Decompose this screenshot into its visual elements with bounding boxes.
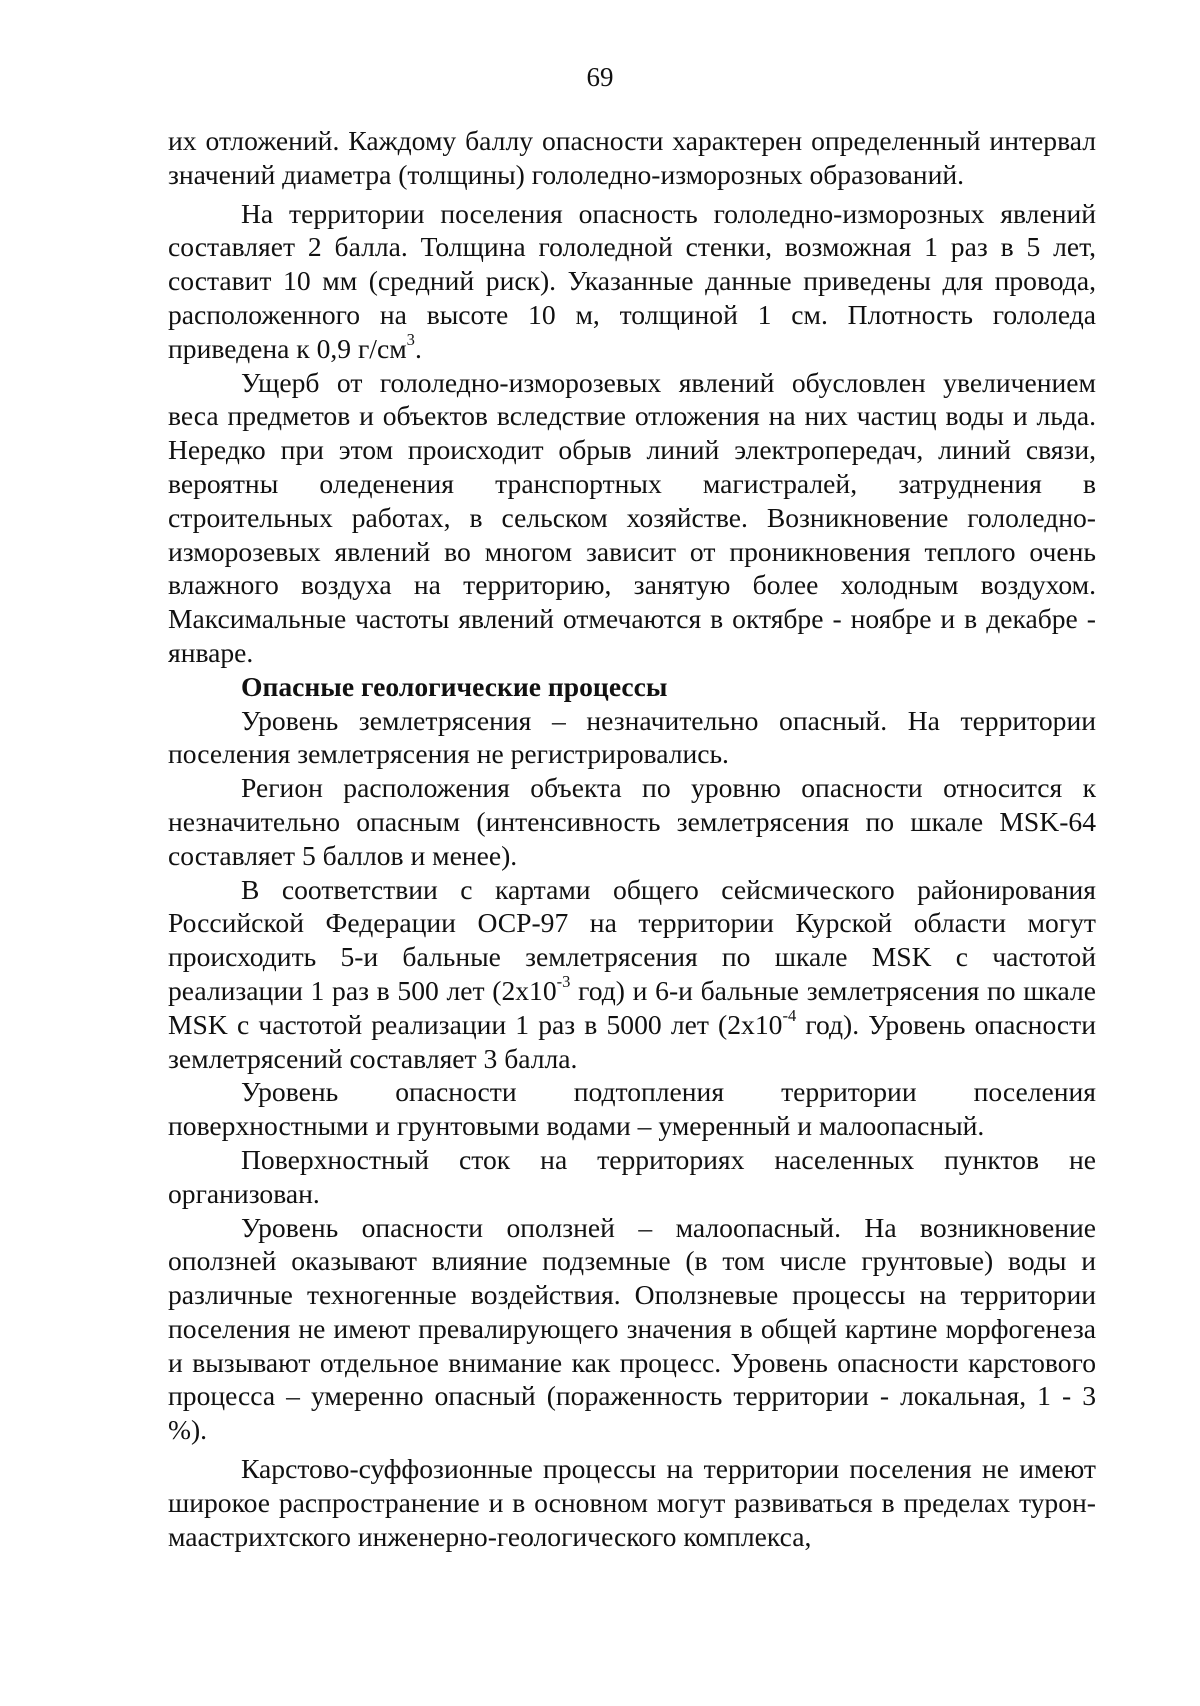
paragraph-10: Карстово-суффозионные процессы на территории поселения не имеют широкое распространение и в основном могут развиваться в пределах турон-маастрихтского инженерно-геологического комплекса, xyxy=(168,1453,1096,1552)
paragraph-7: Уровень опасности подтопления территории поселения поверхностными и грунтовыми водами – умеренный и малоопасный. xyxy=(168,1076,1096,1142)
paragraph-2-text: На территории поселения опасность гололедно-изморозных явлений составляет 2 балла. Толщина гололедной стенки, возможная 1 раз в 5 лет, составит 10 мм (средний риск). Указанные данные приведены для провода, расположенного на высоте 10 м, толщиной 1 см. Плотность гололеда приведена к 0,9 г/см xyxy=(168,197,1096,364)
superscript-cube: 3 xyxy=(406,330,415,350)
paragraph-3: Ущерб от гололедно-изморозевых явлений обусловлен увеличением веса предметов и объектов вследствие отложения на них частиц воды и льда. Нередко при этом происходит обрыв линий электропередач, линий связи, вероятны оледенения транспортных магистралей, затруднения в строительных работах, в сельском хозяйстве. Возникновение гололедно-изморозевых явлений во многом зависит от проникновения теплого очень влажного воздуха на территорию, занятую более холодным воздухом. Максимальные частоты явлений отмечаются в октябре - ноябре и в декабре - январе. xyxy=(168,366,1096,668)
page-number: 69 xyxy=(586,62,614,92)
section-heading: Опасные геологические процессы xyxy=(241,670,668,702)
paragraph-6 xyxy=(168,873,1096,1076)
paragraph-2 xyxy=(168,197,1096,366)
paragraph-8: Поверхностный сток на территориях населенных пунктов не организован. xyxy=(168,1143,1096,1209)
paragraph-2-end: . xyxy=(414,332,422,364)
paragraph-5: Регион расположения объекта по уровню опасности относится к незначительно опасным (интенсивность землетрясения по шкале MSK-64 составляет 5 баллов и менее). xyxy=(168,772,1096,871)
paragraph-6-text-c: год). Уровень опасности землетрясений составляет 3 балла. xyxy=(168,1008,1096,1074)
paragraph-6-text-b: год) и 6-и бальные землетрясения по шкале MSK с частотой реализации 1 раз в 5000 лет (2х10 xyxy=(168,974,1096,1040)
page-body xyxy=(168,124,1096,1553)
paragraph-4: Уровень землетрясения – незначительно опасный. На территории поселения землетрясения не регистрировались. xyxy=(168,704,1096,770)
paragraph-6-text-a: В соответствии с картами общего сейсмического районирования Российской Федерации ОСР-97 на территории Курской области могут происходить 5-и бальные землетрясения по шкале MSK с частотой реализации 1 раз в 500 лет (2х10 xyxy=(168,873,1096,1006)
superscript-exponent-1: -3 xyxy=(556,972,571,992)
superscript-exponent-2: -4 xyxy=(782,1006,797,1026)
paragraph-9: Уровень опасности оползней – малоопасный. На возникновение оползней оказывают влияние подземные (в том числе грунтовые) воды и различные техногенные воздействия. Оползневые процессы на территории поселения не имеют превалирующего значения в общей картине морфогенеза и вызывают отдельное внимание как процесс. Уровень опасности карстового процесса – умеренно опасный (пораженность территории - локальная, 1 - 3 %). xyxy=(168,1211,1096,1446)
paragraph-1: их отложений. Каждому баллу опасности характерен определенный интервал значений диаметра (толщины) гололедно-изморозных образований. xyxy=(168,125,1096,190)
